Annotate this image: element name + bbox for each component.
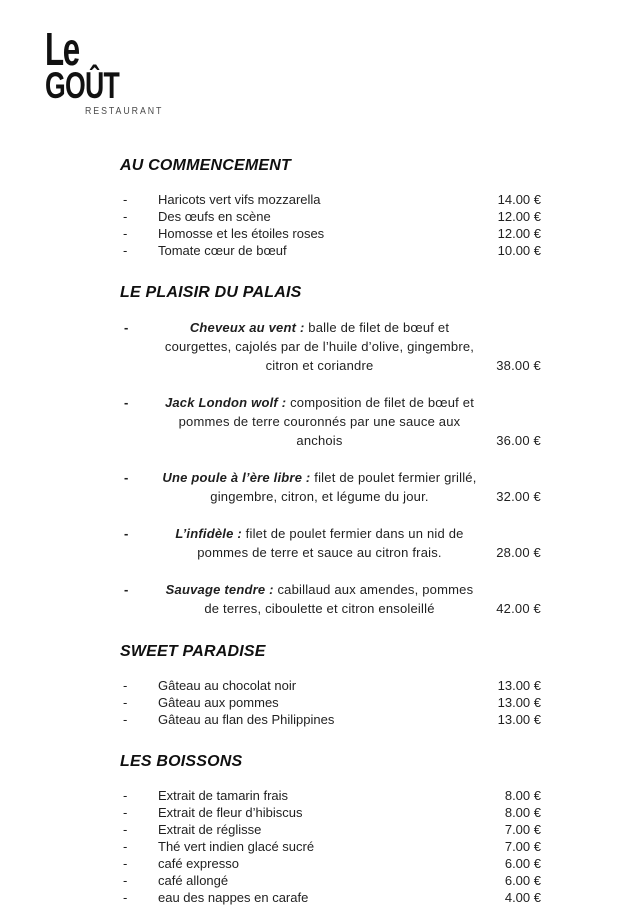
logo-word-le: Le (45, 23, 79, 75)
item-price: 42.00 € (496, 601, 541, 616)
item-price: 13.00 € (497, 712, 541, 727)
item-name: café expresso (158, 856, 239, 871)
bullet-dash: - (123, 678, 128, 693)
section-title: AU COMMENCEMENT (120, 157, 291, 174)
bullet-dash: - (123, 226, 128, 241)
menu-item (120, 677, 541, 694)
bullet-dash: - (123, 822, 128, 837)
item-price: 38.00 € (496, 358, 541, 373)
menu-item (120, 711, 541, 728)
section-title: LES BOISSONS (120, 753, 243, 770)
item-price: 13.00 € (497, 695, 541, 710)
menu-item (120, 872, 541, 889)
item-name: Cheveux au vent : (189, 320, 305, 335)
bullet-dash: - (123, 890, 128, 905)
item-price: 10.00 € (497, 243, 541, 258)
item-name: Gâteau au chocolat noir (158, 678, 297, 693)
item-name: Haricots vert vifs mozzarella (158, 192, 321, 207)
item-name: Thé vert indien glacé sucré (158, 839, 315, 854)
bullet-dash: - (124, 582, 129, 597)
item-price: 12.00 € (497, 209, 541, 224)
bullet-dash: - (123, 192, 128, 207)
item-name: Jack London wolf : (164, 395, 287, 410)
item-description: composition de filet de bœuf et pommes de terre couronnés par une sauce aux anchois (178, 395, 475, 448)
menu-item (120, 468, 541, 506)
menu-item (120, 855, 541, 872)
menu-content (120, 150, 541, 906)
item-price: 12.00 € (497, 226, 541, 241)
restaurant-logo (45, 23, 174, 117)
bullet-dash: - (123, 209, 128, 224)
menu-section (120, 283, 541, 618)
menu-section (120, 156, 541, 259)
item-name: Gâteau au flan des Philippines (158, 712, 335, 727)
bullet-dash: - (123, 695, 128, 710)
item-text (158, 318, 481, 375)
item-name: Une poule à l’ère libre : (162, 470, 311, 485)
item-price: 14.00 € (497, 192, 541, 207)
item-price: 7.00 € (504, 822, 541, 837)
menu-item (120, 838, 541, 855)
bullet-dash: - (124, 395, 129, 410)
item-text (158, 580, 481, 618)
menu-item (120, 804, 541, 821)
item-name: Extrait de réglisse (158, 822, 262, 837)
menu-item (120, 889, 541, 906)
item-name: Homosse et les étoiles roses (158, 226, 325, 241)
bullet-dash: - (123, 788, 128, 803)
section-title: LE PLAISIR DU PALAIS (120, 284, 302, 301)
menu-item (120, 191, 541, 208)
bullet-dash: - (123, 839, 128, 854)
menu-item (120, 318, 541, 375)
menu-item (120, 393, 541, 450)
item-price: 7.00 € (504, 839, 541, 854)
item-description: cabillaud aux amendes, pommes de terres, ciboulette et citron ensoleillé (204, 582, 474, 616)
item-price: 8.00 € (504, 788, 541, 803)
item-price: 4.00 € (504, 890, 541, 905)
bullet-dash: - (123, 805, 128, 820)
item-description: filet de poulet fermier dans un nid de pommes de terre et sauce au citron frais. (197, 526, 464, 560)
item-price: 8.00 € (504, 805, 541, 820)
item-price: 6.00 € (504, 873, 541, 888)
item-price: 6.00 € (504, 856, 541, 871)
bullet-dash: - (123, 856, 128, 871)
bullet-dash: - (124, 320, 129, 335)
item-name: eau des nappes en carafe (158, 890, 309, 905)
item-price: 32.00 € (496, 489, 541, 504)
item-name: Des œufs en scène (158, 209, 271, 224)
item-price: 28.00 € (496, 545, 541, 560)
menu-item (120, 580, 541, 618)
item-description: filet de poulet fermier grillé, gingembre, citron, et légume du jour. (210, 470, 477, 504)
item-text (158, 468, 481, 506)
bullet-dash: - (123, 243, 128, 258)
item-name: Tomate cœur de bœuf (158, 243, 287, 258)
section-title: SWEET PARADISE (120, 643, 266, 660)
menu-item (120, 821, 541, 838)
menu-item (120, 694, 541, 711)
item-price: 36.00 € (496, 433, 541, 448)
bullet-dash: - (124, 470, 129, 485)
item-name: L’infidèle : (175, 526, 242, 541)
bullet-dash: - (123, 712, 128, 727)
logo-word-gout: GOÛT (45, 64, 120, 106)
menu-item (120, 242, 541, 259)
logo-subtitle: RESTAURANT (85, 105, 164, 117)
item-text (158, 393, 481, 450)
menu-item (120, 787, 541, 804)
menu-section (120, 752, 541, 906)
item-name: Extrait de fleur d’hibiscus (158, 805, 303, 820)
menu-item (120, 208, 541, 225)
item-text (158, 524, 481, 562)
item-name: Extrait de tamarin frais (158, 788, 289, 803)
item-name: café allongé (158, 873, 229, 888)
item-description: balle de filet de bœuf et courgettes, cajolés par de l’huile d’olive, gingembre, citron et coriandre (164, 320, 475, 373)
menu-section (120, 642, 541, 728)
item-price: 13.00 € (497, 678, 541, 693)
item-name: Gâteau aux pommes (158, 695, 279, 710)
item-name: Sauvage tendre : (165, 582, 274, 597)
bullet-dash: - (123, 873, 128, 888)
bullet-dash: - (124, 526, 129, 541)
menu-item (120, 524, 541, 562)
menu-item (120, 225, 541, 242)
